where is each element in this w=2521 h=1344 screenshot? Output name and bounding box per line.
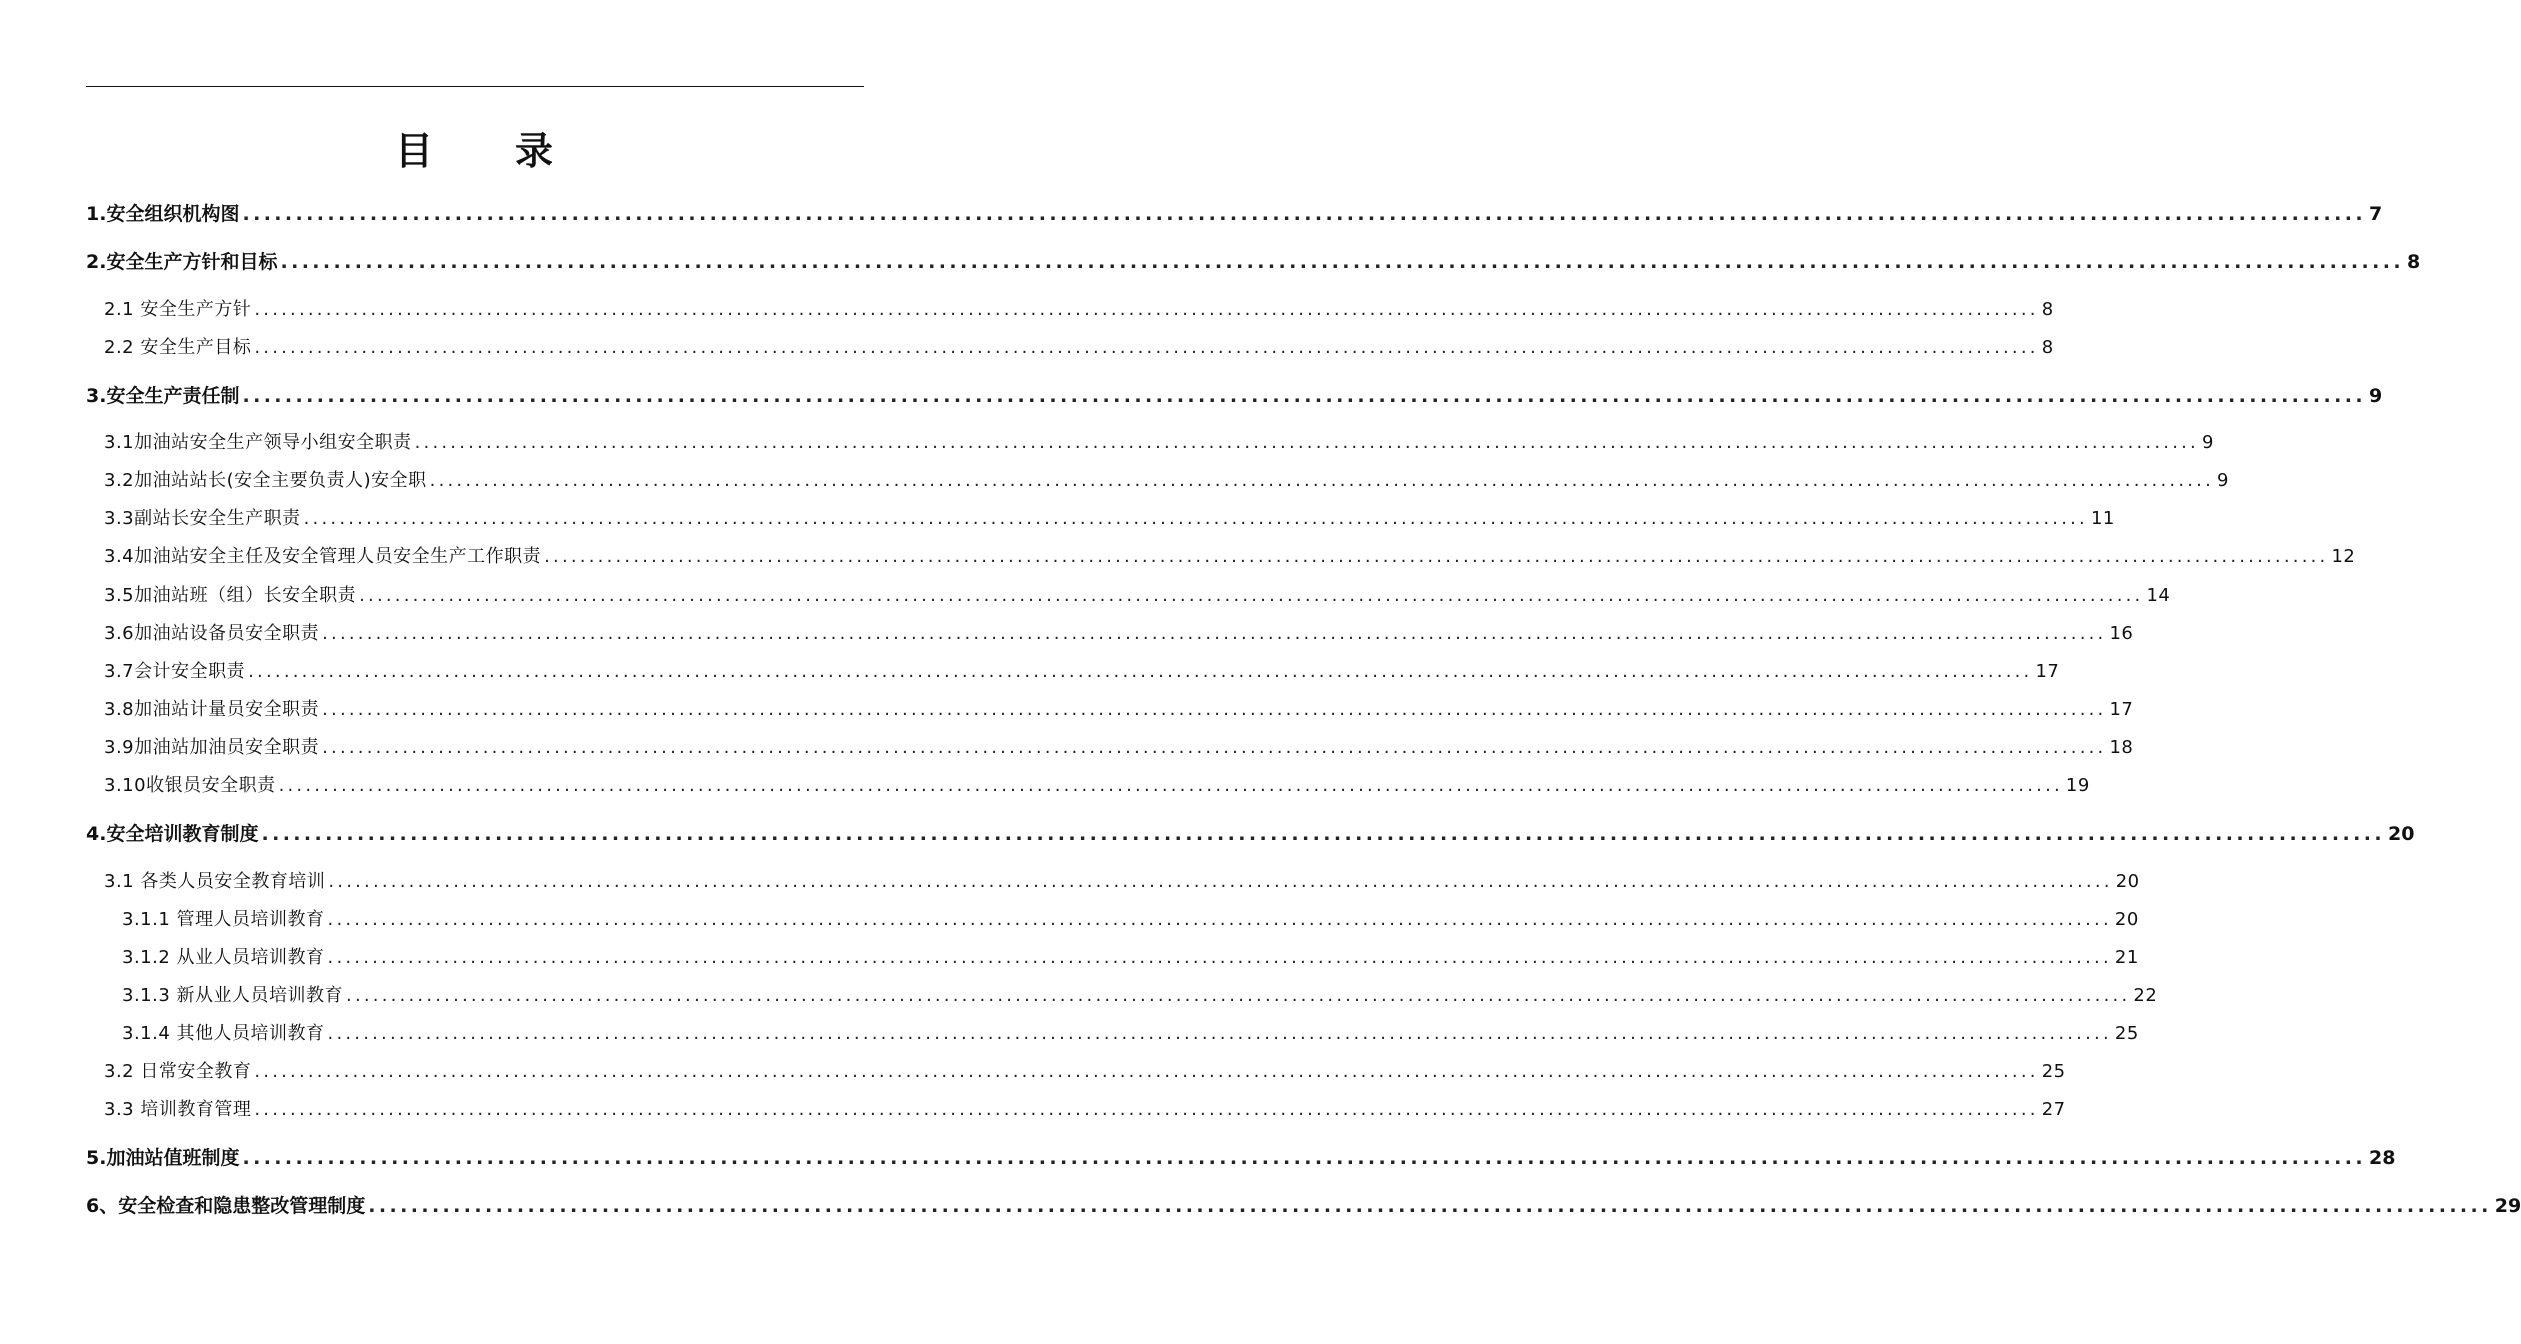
toc-entry-label: 3.3 培训教育管理: [104, 1099, 252, 1120]
toc-dot-leader: ........................................................................................................................................................................................................: [544, 546, 2329, 567]
toc-dot-leader: ........................................................................................................................................................................................................: [254, 299, 2039, 320]
toc-entry[interactable]: [104, 772, 2090, 800]
toc-entry-page-number: 19: [2065, 775, 2090, 796]
toc-entry[interactable]: [104, 658, 2060, 686]
toc-entry-page-number: 27: [2041, 1099, 2066, 1120]
toc-entry[interactable]: [104, 334, 2054, 362]
toc-entry[interactable]: [86, 1144, 2396, 1172]
toc-dot-leader: ........................................................................................................................................................................................................: [254, 1099, 2039, 1120]
toc-entry-label: 3.6加油站设备员安全职责: [104, 623, 320, 644]
toc-entry-label: 3.8加油站计量员安全职责: [104, 699, 320, 720]
toc-entry-page-number: 21: [2114, 947, 2139, 968]
toc-dot-leader: ........................................................................................................................................................................................................: [242, 385, 2367, 407]
toc-entry-label: 3.2加油站站长(安全主要负责人)安全职: [104, 470, 427, 491]
toc-entry-page-number: 28: [2369, 1147, 2396, 1169]
toc-entry[interactable]: [104, 696, 2134, 724]
toc-entry-label: 3.5加油站班（组）长安全职责: [104, 585, 357, 606]
toc-entry-label: 3.安全生产责任制: [86, 385, 240, 407]
toc-entry[interactable]: [104, 734, 2134, 762]
toc-entry-page-number: 8: [2041, 337, 2054, 358]
toc-dot-leader: ........................................................................................................................................................................................................: [254, 337, 2039, 358]
toc-entry-page-number: 16: [2109, 623, 2134, 644]
toc-entry[interactable]: [122, 906, 2139, 934]
toc-entry-page-number: 18: [2109, 737, 2134, 758]
toc-dot-leader: ........................................................................................................................................................................................................: [242, 203, 2367, 225]
toc-entry-label: 2.安全生产方针和目标: [86, 251, 278, 273]
toc-entry[interactable]: [86, 820, 2415, 848]
toc-dot-leader: ........................................................................................................................................................................................................: [278, 775, 2063, 796]
toc-entry-label: 3.1加油站安全生产领导小组安全职责: [104, 432, 412, 453]
toc-entry-page-number: 7: [2369, 203, 2383, 225]
toc-entry-page-number: 22: [2133, 985, 2158, 1006]
toc-entry-page-number: 25: [2041, 1061, 2066, 1082]
toc-entry-label: 5.加油站值班制度: [86, 1147, 240, 1169]
toc-entry[interactable]: [86, 382, 2383, 410]
toc-dot-leader: ........................................................................................................................................................................................................: [322, 623, 2107, 644]
toc-dot-leader: ........................................................................................................................................................................................................: [328, 871, 2113, 892]
toc-entry[interactable]: [104, 505, 2115, 533]
toc-dot-leader: ........................................................................................................................................................................................................: [322, 699, 2107, 720]
toc-dot-leader: ........................................................................................................................................................................................................: [261, 823, 2386, 845]
toc-entry-page-number: 14: [2146, 585, 2171, 606]
toc-entry-page-number: 20: [2115, 871, 2140, 892]
toc-dot-leader: ........................................................................................................................................................................................................: [429, 470, 2215, 491]
toc-entry-label: 1.安全组织机构图: [86, 203, 240, 225]
toc-entry-page-number: 11: [2090, 508, 2115, 529]
toc-entry-page-number: 20: [2388, 823, 2415, 845]
toc-entry[interactable]: [104, 1096, 2066, 1124]
toc-entry-label: 3.2 日常安全教育: [104, 1061, 252, 1082]
toc-entry-page-number: 17: [2035, 661, 2060, 682]
toc-dot-leader: ........................................................................................................................................................................................................: [368, 1195, 2492, 1217]
toc-entry[interactable]: [122, 1020, 2139, 1048]
toc-entry-page-number: 8: [2407, 251, 2421, 273]
toc-dot-leader: ........................................................................................................................................................................................................: [280, 251, 2405, 273]
toc-dot-leader: ........................................................................................................................................................................................................: [322, 737, 2107, 758]
toc-entry-label: 3.1.4 其他人员培训教育: [122, 1023, 325, 1044]
toc-entry[interactable]: [86, 248, 2421, 276]
toc-entry-label: 2.1 安全生产方针: [104, 299, 252, 320]
toc-entry[interactable]: [104, 620, 2134, 648]
toc-entry[interactable]: [104, 868, 2140, 896]
toc-entry-label: 3.7会计安全职责: [104, 661, 246, 682]
toc-entry[interactable]: [104, 1058, 2066, 1086]
toc-entry-label: 3.4加油站安全主任及安全管理人员安全生产工作职责: [104, 546, 542, 567]
toc-entry-page-number: 9: [2369, 385, 2383, 407]
toc-entry-label: 3.3副站长安全生产职责: [104, 508, 301, 529]
toc-entry[interactable]: [86, 1192, 2521, 1220]
toc-entry[interactable]: [104, 543, 2356, 571]
toc-dot-leader: ........................................................................................................................................................................................................: [414, 432, 2199, 453]
page-title: 目 录: [394, 129, 555, 173]
toc-entry-label: 3.1 各类人员安全教育培训: [104, 871, 326, 892]
toc-dot-leader: ........................................................................................................................................................................................................: [242, 1147, 2367, 1169]
toc-entry-page-number: 20: [2114, 909, 2139, 930]
toc-entry[interactable]: [104, 467, 2229, 495]
toc-entry[interactable]: [104, 429, 2214, 457]
toc-entry-page-number: 8: [2041, 299, 2054, 320]
toc-entry-label: 6、安全检查和隐患整改管理制度: [86, 1195, 366, 1217]
toc-entry-label: 3.1.1 管理人员培训教育: [122, 909, 325, 930]
toc-dot-leader: ........................................................................................................................................................................................................: [327, 909, 2112, 930]
toc-entry[interactable]: [86, 200, 2383, 228]
toc-entry-page-number: 29: [2494, 1195, 2521, 1217]
toc-entry-page-number: 17: [2109, 699, 2134, 720]
toc-entry[interactable]: [122, 982, 2158, 1010]
toc-entry[interactable]: [104, 582, 2171, 610]
toc-entry-label: 3.1.3 新从业人员培训教育: [122, 985, 344, 1006]
toc-dot-leader: ........................................................................................................................................................................................................: [248, 661, 2033, 682]
toc-entry-label: 4.安全培训教育制度: [86, 823, 259, 845]
toc-dot-leader: ........................................................................................................................................................................................................: [303, 508, 2088, 529]
toc-entry-label: 3.1.2 从业人员培训教育: [122, 947, 325, 968]
toc-entry-label: 3.10收银员安全职责: [104, 775, 276, 796]
toc-entry-label: 2.2 安全生产目标: [104, 337, 252, 358]
toc-dot-leader: ........................................................................................................................................................................................................: [346, 985, 2131, 1006]
toc-entry-page-number: 12: [2331, 546, 2356, 567]
toc-dot-leader: ........................................................................................................................................................................................................: [254, 1061, 2039, 1082]
toc-entry[interactable]: [122, 944, 2139, 972]
toc-dot-leader: ........................................................................................................................................................................................................: [327, 1023, 2112, 1044]
toc-entry-label: 3.9加油站加油员安全职责: [104, 737, 320, 758]
toc-entry-page-number: 9: [2201, 432, 2214, 453]
toc-entry-page-number: 25: [2114, 1023, 2139, 1044]
toc-dot-leader: ........................................................................................................................................................................................................: [359, 585, 2144, 606]
toc-entry-page-number: 9: [2217, 470, 2229, 491]
toc-dot-leader: ........................................................................................................................................................................................................: [327, 947, 2112, 968]
toc-entry[interactable]: [104, 296, 2054, 324]
